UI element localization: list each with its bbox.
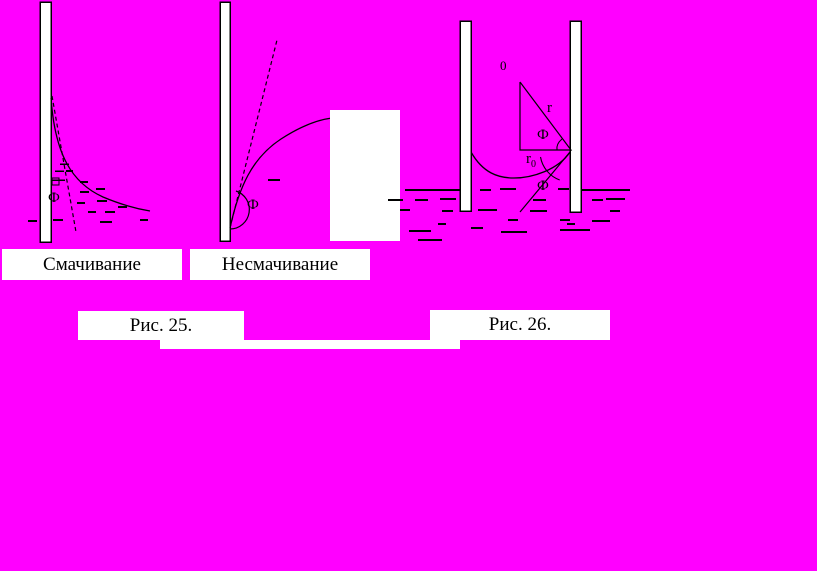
- connector-strip: [160, 340, 460, 349]
- wetting-label-box: [2, 249, 182, 280]
- glass-wall-right: [570, 21, 581, 212]
- half-width-subscript: 0: [531, 159, 536, 170]
- wetting-label: Смачивание: [43, 253, 141, 275]
- meniscus-curve: [471, 152, 570, 178]
- glass-wall: [220, 2, 230, 241]
- capillary-diagram: [405, 21, 630, 240]
- contact-angle-label-nonwetting: Ф: [247, 197, 259, 213]
- nonwetting-diagram: [220, 2, 332, 241]
- nonwetting-label-box: [190, 249, 370, 280]
- corner-angle-arc: [557, 139, 562, 150]
- curvature-center-label: 0: [500, 58, 507, 73]
- glass-wall: [40, 2, 51, 242]
- fig25-caption: Рис. 25.: [129, 314, 193, 336]
- angle-label-upper: Ф: [537, 127, 549, 143]
- fig25-caption-box: [78, 311, 244, 340]
- fig26-caption: Рис. 26.: [488, 314, 552, 335]
- meniscus-curve: [51, 98, 150, 211]
- nonwetting-label: Несмачивание: [221, 253, 339, 275]
- white-panel: [330, 110, 400, 241]
- half-width-base: r: [526, 151, 531, 167]
- liquid-dashes: [409, 189, 625, 240]
- tick-marks: [55, 164, 69, 171]
- contact-angle-label-wetting: Ф: [48, 190, 60, 206]
- glass-wall-left: [460, 21, 471, 211]
- angle-label-lower: Ф: [537, 178, 549, 194]
- right-angle-marker: [52, 178, 59, 185]
- wetting-diagram: [28, 2, 150, 242]
- radius-label: r: [547, 100, 552, 116]
- meniscus-curve: [230, 118, 332, 228]
- half-width-label: [526, 152, 536, 170]
- fig26-caption-box: [430, 310, 610, 340]
